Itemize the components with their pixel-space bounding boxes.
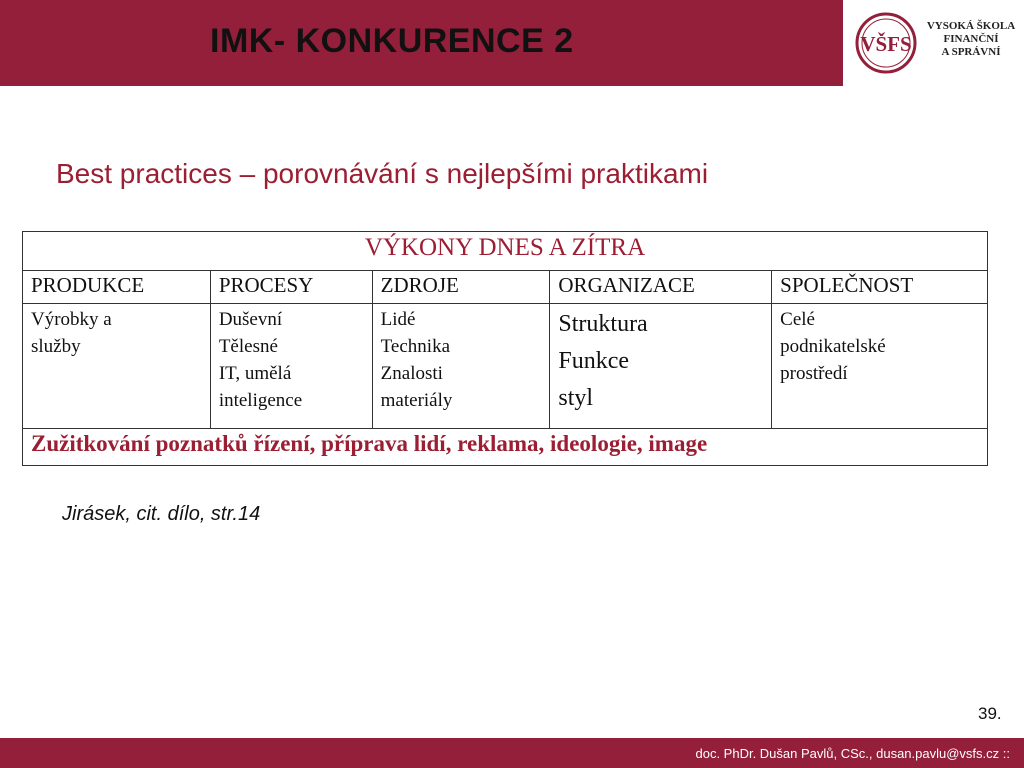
footer-bar (0, 738, 1024, 768)
cell-line: podnikatelské (780, 336, 886, 357)
cell-line: Výrobky a (31, 309, 112, 330)
cell-zdroje (372, 304, 550, 429)
cell-line: prostředí (780, 363, 848, 384)
cell-line: Funkce (558, 348, 630, 374)
school-name-line: A SPRÁVNÍ (941, 46, 1001, 58)
cell-line: Duševní (218, 309, 283, 330)
table-title: VÝKONY DNES A ZÍTRA (23, 232, 988, 271)
school-logo (843, 0, 1024, 86)
page-number: 39. (978, 704, 1002, 723)
cell-line: Celé (780, 309, 815, 330)
school-name-line: VYSOKÁ ŠKOLA (926, 20, 1016, 32)
cell-line: Technika (380, 336, 451, 357)
cell-procesy (210, 304, 372, 429)
cell-produkce (23, 304, 211, 429)
citation: Jirásek, cit. dílo, str.14 (62, 503, 261, 525)
cell-line: Znalosti (380, 363, 443, 384)
cell-line: materiály (380, 390, 453, 411)
performance-table (22, 231, 988, 466)
slide-title: IMK- KONKURENCE 2 (210, 22, 574, 60)
school-name-line: FINANČNÍ (943, 33, 999, 45)
cell-spolecnost (772, 304, 988, 429)
svg-text:VŠFS: VŠFS (860, 32, 912, 56)
column-header-produkce: PRODUKCE (23, 271, 211, 304)
column-header-organizace: ORGANIZACE (550, 271, 772, 304)
footer-author: doc. PhDr. Dušan Pavlů, CSc., dusan.pavlu@vsfs.cz :: (695, 746, 1010, 761)
header-bar (0, 0, 1024, 86)
cell-line: styl (558, 385, 594, 411)
cell-line: IT, umělá (218, 363, 292, 384)
column-header-spolecnost: SPOLEČNOST (772, 271, 988, 304)
column-header-zdroje: ZDROJE (372, 271, 550, 304)
school-name (923, 20, 1019, 59)
column-header-procesy: PROCESY (210, 271, 372, 304)
cell-line: inteligence (218, 390, 303, 411)
cell-line: Tělesné (218, 336, 278, 357)
cell-line: Struktura (558, 311, 648, 337)
cell-line: Lidé (380, 309, 416, 330)
cell-organizace (550, 304, 772, 429)
cell-line: služby (31, 336, 81, 357)
table-footer-row: Zužitkování poznatků řízení, příprava lidí, reklama, ideologie, image (23, 429, 988, 466)
vsfs-monogram-icon (853, 10, 919, 76)
slide-subtitle: Best practices – porovnávání s nejlepšími praktikami (56, 158, 709, 189)
